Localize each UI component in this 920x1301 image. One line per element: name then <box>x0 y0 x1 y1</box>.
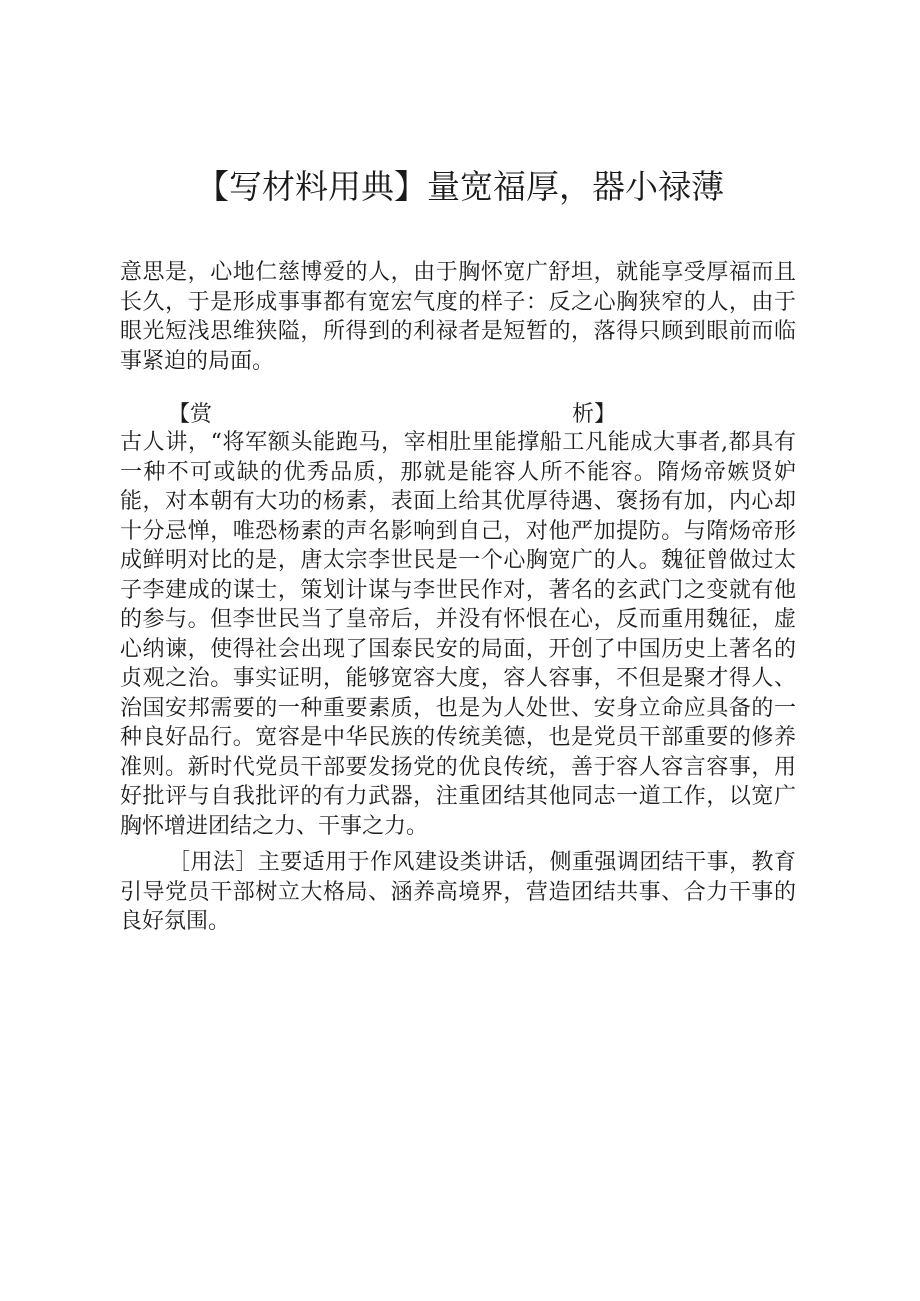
meaning-paragraph: 意思是，心地仁慈博爱的人，由于胸怀宽广舒坦，就能享受厚福而且长久，于是形成事事都有宽宏气度的样子：反之心胸狭窄的人，由于眼光短浅思维狭隘，所得到的利禄者是短暂的，落得只顾到眼前而临事紧迫的局面。 <box>120 260 796 374</box>
document-title: 【写材料用典】量宽福厚，器小禄薄 <box>196 167 724 206</box>
usage-paragraph: ［用法］主要适用于作风建设类讲话，侧重强调团结干事，教育引导党员干部树立大格局、涵养高境界，营造团结共事、合力干事的良好氛围。 <box>120 850 796 934</box>
analysis-heading-right: 析】 <box>571 402 616 427</box>
analysis-heading-left: 【赏 <box>168 402 213 427</box>
analysis-paragraph: 古人讲，“将军额头能跑马，宰相肚里能撑船工凡能成大事者,都具有一种不可或缺的优秀品质，那就是能容人所不能容。隋炀帝嫉贤妒能，对本朝有大功的杨素，表面上给其优厚待遇、褒扬有加，内心却十分忌惮，唯恐杨素的声名影响到自己，对他严加提防。与隋炀帝形成鲜明对比的是，唐太宗李世民是一个心胸宽广的人。魏征曾做过太子李建成的谋士，策划计谋与李世民作对，著名的玄武门之变就有他的参与。但李世民当了皇帝后，并没有怀恨在心，反而重用魏征，虚心纳谏，使得社会出现了国泰民安的局面，开创了中国历史上著名的贞观之治。事实证明，能够宽容大度，容人容事，不但是聚才得人、治国安邦需要的一种重要素质，也是为人处世、安身立命应具备的一种良好品行。宽容是中华民族的传统美德，也是党员干部重要的修养准则。新时代党员干部要发扬党的优良传统，善于容人容言容事，用好批评与自我批评的有力武器，注重团结其他同志一道工作，以宽广胸怀增进团结之力、干事之力。 <box>120 430 796 839</box>
analysis-heading <box>168 400 616 430</box>
